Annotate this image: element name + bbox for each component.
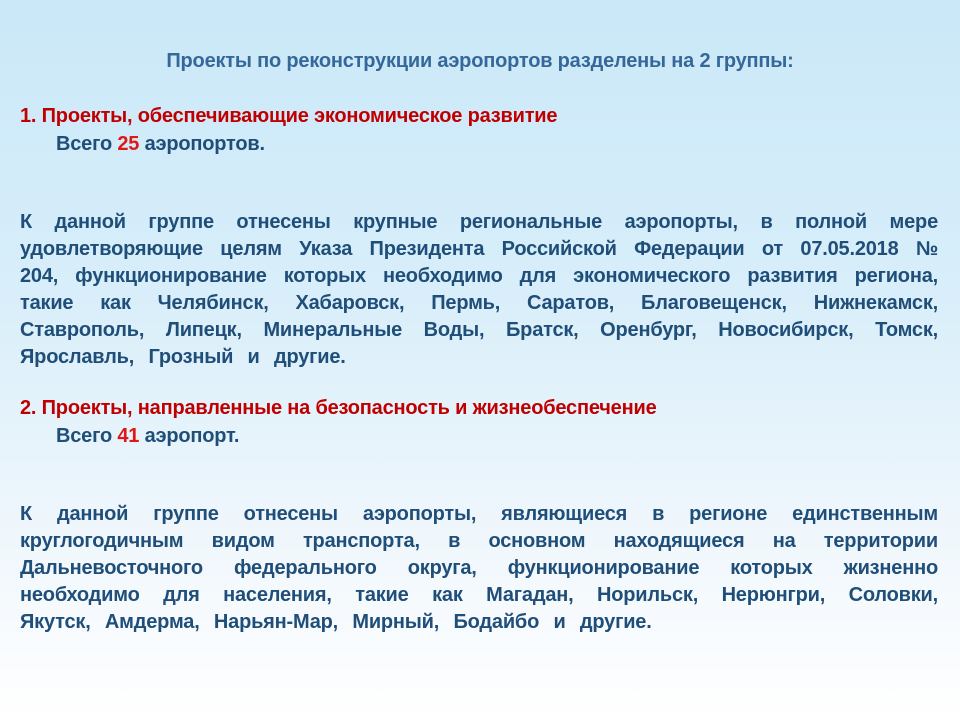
group2-count-suffix: аэропорт. bbox=[144, 425, 240, 447]
group1-count-line bbox=[56, 133, 938, 155]
group1-count-prefix: Всего bbox=[56, 133, 112, 155]
slide-title: Проекты по реконструкции аэропортов разделены на 2 группы: bbox=[166, 50, 794, 72]
group2-count-prefix: Всего bbox=[56, 425, 112, 447]
group2-heading: 2. Проекты, направленные на безопасность и жизнеобеспечение bbox=[20, 397, 657, 419]
group1-paragraph: К данной группе отнесены крупные региональные аэропорты, в полной мере удовлетворяющие целям Указа Президента Российской Федерации от 07.05.2018 № 204, функционирование которых необходимо для экономического развития региона, такие как Челябинск, Хабаровск, Пермь, Саратов, Благовещенск, Нижнекамск, Ставрополь, Липецк, Минеральные Воды, Братск, Оренбург, Новосибирск, Томск, Ярославль, Грозный и другие. bbox=[20, 211, 938, 368]
group1-heading: 1. Проекты, обеспечивающие экономическое развитие bbox=[20, 105, 558, 127]
group1-count-suffix: аэропортов. bbox=[144, 133, 265, 155]
group2-paragraph: К данной группе отнесены аэропорты, являющиеся в регионе единственным круглогодичным видом транспорта, в основном находящиеся на территории Дальневосточного федерального округа, функционирование которых жизненно необходимо для населения, такие как Магадан, Норильск, Нерюнгри, Соловки, Якутск, Амдерма, Нарьян-Мар, Мирный, Бодайбо и другие. bbox=[20, 503, 938, 633]
group1-count-number: 25 bbox=[117, 133, 140, 155]
group2-count-number: 41 bbox=[117, 425, 140, 447]
group2-count-line bbox=[56, 425, 938, 447]
